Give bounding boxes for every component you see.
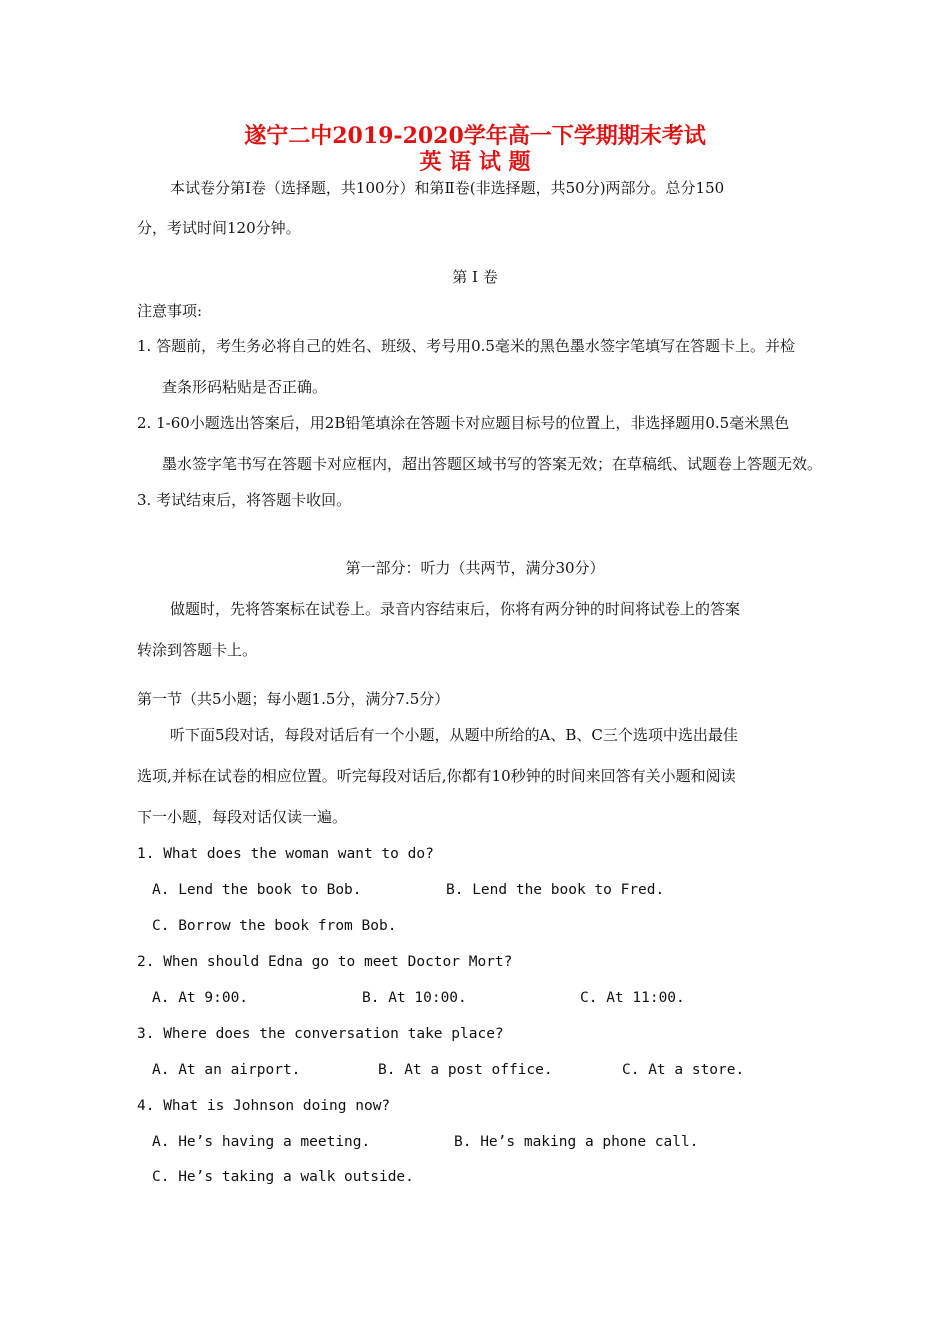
question-4-option-a: A. He’s having a meeting. xyxy=(152,1134,371,1150)
question-3-stem: 3. Where does the conversation take place? xyxy=(137,1026,504,1042)
question-2-option-b: B. At 10:00. xyxy=(362,990,467,1006)
notes-heading: 注意事项: xyxy=(137,302,203,320)
section1-heading: 第一节（共5小题；每小题1.5分，满分7.5分） xyxy=(137,690,450,708)
volume-label: 第 Ⅰ 卷 xyxy=(452,268,498,286)
part1-instruction-line-2: 转涂到答题卡上。 xyxy=(137,641,258,659)
question-4-option-c: C. He’s taking a walk outside. xyxy=(152,1169,414,1185)
question-4-stem: 4. What is Johnson doing now? xyxy=(137,1098,391,1114)
question-1-stem: 1. What does the woman want to do? xyxy=(137,846,434,862)
question-3-option-c: C. At a store. xyxy=(622,1062,745,1078)
question-2-option-c: C. At 11:00. xyxy=(580,990,685,1006)
note-item-2-line-1: 2. 1-60小题选出答案后，用2B铅笔填涂在答题卡对应题目标号的位置上，非选择题用0.5毫米黑色 xyxy=(137,414,790,432)
part1-instruction-line-1: 做题时，先将答案标在试卷上。录音内容结束后，你将有两分钟的时间将试卷上的答案 xyxy=(170,600,741,618)
part1-heading: 第一部分：听力（共两节，满分30分） xyxy=(345,559,605,577)
question-1-option-a: A. Lend the book to Bob. xyxy=(152,882,362,898)
note-item-2-line-2: 墨水签字笔书写在答题卡对应框内，超出答题区域书写的答案无效；在草稿纸、试题卷上答题无效。 xyxy=(162,455,823,473)
question-2-option-a: A. At 9:00. xyxy=(152,990,249,1006)
section1-instruction-line-1: 听下面5段对话，每段对话后有一个小题，从题中所给的A、B、C三个选项中选出最佳 xyxy=(170,726,738,744)
note-item-1-line-2: 查条形码粘贴是否正确。 xyxy=(162,378,328,396)
intro-line-2: 分，考试时间120分钟。 xyxy=(137,219,301,237)
question-4-option-b: B. He’s making a phone call. xyxy=(454,1134,699,1150)
note-item-3: 3. 考试结束后，将答题卡收回。 xyxy=(137,491,352,509)
question-1-option-b: B. Lend the book to Fred. xyxy=(446,882,665,898)
note-item-1-line-1: 1. 答题前，考生务必将自己的姓名、班级、考号用0.5毫米的黑色墨水签字笔填写在答题卡上。并检 xyxy=(137,337,795,355)
question-3-option-b: B. At a post office. xyxy=(378,1062,553,1078)
question-3-option-a: A. At an airport. xyxy=(152,1062,301,1078)
section1-instruction-line-2: 选项,并标在试卷的相应位置。听完每段对话后,你都有10秒钟的时间来回答有关小题和阅读 xyxy=(137,767,736,785)
intro-line-1: 本试卷分第Ⅰ卷（选择题，共100分）和第Ⅱ卷(非选择题，共50分)两部分。总分150 xyxy=(170,179,725,197)
question-2-stem: 2. When should Edna go to meet Doctor Mort? xyxy=(137,954,513,970)
question-1-option-c: C. Borrow the book from Bob. xyxy=(152,918,397,934)
section1-instruction-line-3: 下一小题，每段对话仅读一遍。 xyxy=(137,808,348,826)
exam-subject: 英 语 试 题 xyxy=(419,149,531,175)
exam-title: 遂宁二中2019-2020学年高一下学期期末考试 xyxy=(244,123,706,149)
